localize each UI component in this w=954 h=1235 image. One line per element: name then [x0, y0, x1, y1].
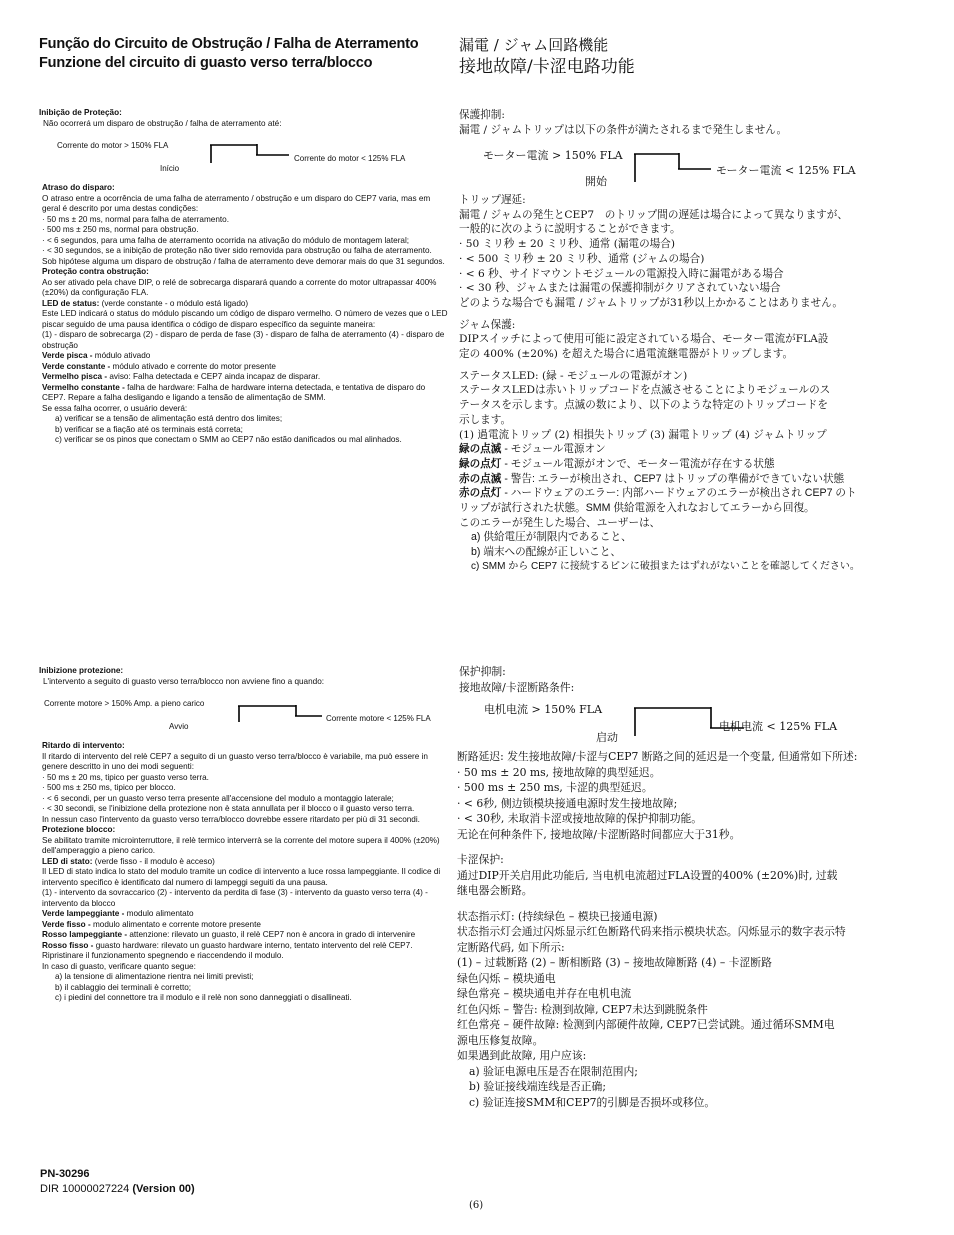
pt-line: (1) - disparo de sobrecarga (2) - disparo de perda de fase (3) - disparo de falha de aterramento (4) - disparo de obstrução: [42, 330, 445, 350]
it-timing-diagram: [39, 694, 459, 736]
ja-diagram-right-label: モーター電流 < 125% FLA: [716, 164, 856, 177]
zh-diagram-right-label: 电机电流 < 125% FLA: [719, 720, 838, 733]
zh-status-line: 状态指示灯会通过闪烁显示红色断路代码来指示模块状态。闪烁显示的数字表示特: [457, 925, 846, 938]
it-line: In caso di guasto, verificare quanto segue:: [42, 961, 196, 971]
ja-state-line: 赤の点滅 - 警告: エラーが検出され、CEP7 はトリップの準備ができていない状態: [459, 472, 845, 485]
it-line: Il LED di stato indica lo stato del modulo tramite un codice di intervento a luce rossa lampeggiante. Il codice di intervento specifico è identificato dal numero di lampeggi seguiti da una pausa.: [42, 867, 441, 887]
title-portuguese: Função do Circuito de Obstrução / Falha de Aterramento: [39, 36, 419, 52]
ja-state-line: このエラーが発生した場合、ユーザーは、: [459, 516, 661, 529]
pt-line: Verde pisca - módulo ativado: [42, 351, 151, 360]
ja-state-line: 緑の点灯 - モジュール電源がオンで、モーター電流が存在する状態: [459, 457, 775, 470]
it-check-item: b) il cablaggio dei terminali è corretto;: [55, 982, 192, 992]
zh-delay-line: · < 6秒, 侧边锁模块接通电源时发生接地故障;: [457, 796, 678, 810]
ja-delay-line: トリップ遅延:: [459, 194, 526, 206]
ja-diagram-left-label: モーター電流 > 150% FLA: [483, 149, 623, 162]
zh-inhibit-heading: 保护抑制:: [459, 665, 506, 678]
pt-line: Ao ser ativado pela chave DIP, o relé de sobrecarga disparará quando a corrente do motor ultrapassar 400% (±20%) da configuração FLA.: [42, 277, 437, 297]
ja-state-line: 緑の点滅 - モジュール電源オン: [459, 443, 606, 456]
pt-inhibit-text: Não ocorrerá um disparo de obstrução / falha de aterramento até:: [43, 118, 282, 128]
pt-inhibit-heading: Inibição de Proteção:: [39, 108, 122, 117]
ja-delay-line: 一般的に次のように説明することができます。: [459, 223, 681, 236]
it-line: Ritardo di intervento:: [42, 741, 125, 750]
zh-status-line: 状态指示灯: (持续绿色 – 模块已接通电源): [457, 909, 658, 923]
it-check-item: a) la tensione di alimentazione rientra nei limiti previsti;: [55, 972, 254, 981]
pt-line: Atraso do disparo:: [42, 183, 115, 192]
dir-number: DIR 10000027224: [40, 1183, 133, 1195]
it-diagram-start-label: Avvio: [169, 722, 189, 731]
pt-line: Se essa falha ocorrer, o usuário deverá:: [42, 403, 188, 413]
pt-timing-diagram: [39, 135, 449, 177]
header-left: [39, 35, 459, 73]
zh-delay-line: · 500 ms ± 250 ms, 卡涩的典型延迟。: [457, 781, 653, 794]
ja-body: [459, 193, 909, 575]
header-right: [459, 34, 635, 78]
ja-diagram-start-label: 開始: [585, 175, 607, 188]
zh-status-line: (1) – 过载断路 (2) – 断相断路 (3) – 接地故障断路 (4) – 卡涩断路: [457, 956, 772, 969]
it-line: · < 30 secondi, se l'inibizione della protezione non è stata annullata per il blocco o il guasto verso terra.: [42, 804, 415, 813]
it-line: Verde fisso - modulo alimentato e corrente motore presente: [42, 919, 261, 929]
it-line: · 50 ms ± 20 ms, tipico per guasto verso terra.: [42, 772, 209, 782]
ja-status-line: ステータスLEDは赤いトリップコードを点滅させることによりモジュールのス: [459, 384, 831, 397]
pt-check-item: c) verificar se os pinos que conectam o SMM ao CEP7 não estão danificados ou mal alinhados.: [55, 435, 402, 444]
pt-diagram-right-label: Corrente do motor < 125% FLA: [294, 154, 406, 163]
it-line: (1) - intervento da sovraccarico (2) - intervento da perdita di fase (3) - intervento da guasto verso terra (4) - intervento da blocco: [42, 888, 428, 908]
pt-line: O atraso entre a ocorrência de uma falha de aterramento / obstrução e um disparo do CEP7 varia, mas em geral é descrito por uma destas condições:: [42, 193, 431, 213]
part-number: PN-30296: [40, 1168, 90, 1180]
ja-delay-line: 漏電 / ジャムの発生とCEP7 のトリップ間の遅延は場合によって異なりますが、: [459, 208, 848, 221]
pt-line: · < 6 segundos, para uma falha de aterramento ocorrida na ativação do módulo de montagem lateral;: [42, 235, 410, 245]
pt-line: · 500 ms ± 250 ms, normal para obstrução.: [42, 225, 199, 234]
pt-line: Este LED indicará o status do módulo piscando um código de disparo vermelho. O número de vezes que o LED piscar seguido de uma pausa identifica o código de disparo específico da seguinte maneira:: [42, 309, 448, 329]
it-diagram-right-label: Corrente motore < 125% FLA: [326, 714, 431, 723]
zh-status-line: 绿色闪烁 – 模块通电: [457, 971, 556, 985]
it-line: · < 6 secondi, per un guasto verso terra presente all'accensione del modulo a montaggio laterale;: [42, 793, 394, 803]
it-inhibit-heading: Inibizione protezione:: [39, 666, 124, 675]
zh-diagram-left-label: 电机电流 > 150% FLA: [484, 703, 603, 716]
pt-check-item: b) verificar se a fiação até os terminais está correta;: [55, 424, 243, 434]
title-italian: Funzione del circuito di guasto verso terra/blocco: [39, 55, 373, 71]
dir-line: [40, 1182, 195, 1197]
pt-check-item: a) verificar se a tensão de alimentação está dentro dos limites;: [55, 414, 283, 423]
title-japanese: 漏電 / ジャム回路機能: [459, 36, 609, 54]
version: (Version 00): [132, 1183, 195, 1195]
zh-status-line: 定断路代码, 如下所示:: [457, 940, 565, 954]
ja-check-item: b) 端末への配線が正しいこと、: [471, 546, 622, 559]
zh-diagram-start-label: 启动: [596, 731, 618, 744]
ja-jam-line: DIPスイッチによって使用可能に設定されている場合、モーター電流がFLA設: [459, 333, 829, 346]
ja-status-line: (1) 過電流トリップ (2) 相損失トリップ (3) 漏電トリップ (4) ジャムトリップ: [459, 428, 827, 441]
pt-line: LED de status: (verde constante - o módulo está ligado): [42, 298, 249, 308]
ja-jam-line: ジャム保護:: [459, 318, 516, 331]
pt-line: Verde constante - módulo ativado e corrente do motor presente: [42, 361, 276, 371]
ja-timing-diagram: [459, 142, 909, 188]
ja-delay-line: · 50 ミリ秒 ± 20 ミリ秒、通常 (漏電の場合): [459, 238, 675, 251]
it-line: · 500 ms ± 250 ms, tipico per blocco.: [42, 783, 176, 792]
ja-delay-line: · < 6 秒、サイドマウントモジュールの電源投入時に漏電がある場合: [459, 267, 784, 280]
pt-line: Vermelho pisca - aviso: Falha detectada e CEP7 ainda incapaz de disparar.: [42, 372, 321, 381]
zh-body: [457, 749, 917, 1110]
zh-inhibit-text: 接地故障/卡涩断路条件:: [459, 680, 575, 694]
ja-jam-line: 定の 400% (±20%) を超えた場合に過電流継電器がトリップします。: [459, 348, 794, 361]
it-line: Il ritardo di intervento del relè CEP7 a seguito di un guasto verso terra/blocco è variabile, ma può essere in genere descritto in uno dei modi seguenti:: [42, 751, 428, 771]
zh-status-line: 源电压修复故障。: [457, 1033, 544, 1047]
title-chinese: 接地故障/卡涩电路功能: [459, 57, 635, 77]
pt-line: · < 30 segundos, se a inibição de proteção não tiver sido removida para obstrução ou falha de aterramento.: [42, 246, 432, 255]
zh-delay-line: 断路延迟: 发生接地故障/卡涩与CEP7 断路之间的延迟是一个变量, 但通常如下所述:: [457, 750, 858, 763]
zh-status-line: 红色闪烁 – 警告: 检测到故障, CEP7未达到跳脱条件: [457, 1002, 708, 1016]
pt-body: [42, 183, 450, 446]
zh-check-item: c) 验证连接SMM和CEP7的引脚是否损坏或移位。: [469, 1095, 716, 1109]
pt-line: · 50 ms ± 20 ms, normal para falha de aterramento.: [42, 214, 229, 224]
it-line: LED di stato: (verde fisso - il modulo è acceso): [42, 856, 215, 866]
zh-delay-line: · 50 ms ± 20 ms, 接地故障的典型延迟。: [457, 765, 661, 779]
footer: [40, 1167, 195, 1197]
zh-jam-line: 继电器会断路。: [457, 884, 533, 897]
zh-status-line: 绿色常亮 – 模块通电并存在电机电流: [457, 987, 632, 1000]
ja-check-item: c) SMM から CEP7 に接続するピンに破損またはずれがないことを確認してください。: [471, 560, 860, 572]
it-inhibit-text: L'intervento a seguito di guasto verso terra/blocco non avviene fino a quando:: [43, 676, 325, 686]
ja-state-line: リップが試行された状態。SMM 供給電源を入れなおしてエラーから回復。: [459, 502, 815, 515]
pt-line: Proteção contra obstrução:: [42, 267, 149, 276]
it-line: Se abilitato tramite microinterruttore, il relè termico interverrà se la corrente del motore supera il 400% (±20%) dell'amperaggio a pieno carico.: [42, 835, 440, 855]
it-diagram-left-label: Corrente motore > 150% Amp. a pieno carico: [44, 699, 205, 708]
pt-line: Vermelho constante - falha de hardware: Falha de hardware interna detectada, e tentativa de disparo do CEP7. Repare a falha desligando e ligando a tensão de alimentação de SMM.: [42, 382, 426, 402]
zh-status-line: 红色常亮 – 硬件故障: 检测到内部硬件故障, CEP7已尝试跳。通过循环SMM电: [457, 1018, 835, 1031]
zh-section: [459, 664, 909, 695]
ja-status-line: ステータスLED: (緑 - モジュールの電源がオン): [459, 369, 688, 382]
ja-delay-line: · < 30 秒、ジャムまたは漏電の保護抑制がクリアされていない場合: [459, 282, 781, 295]
it-section: [39, 666, 449, 687]
pt-section: [39, 108, 449, 129]
ja-section: [459, 108, 909, 137]
ja-inhibit-text: 漏電 / ジャムトリップは以下の条件が満たされるまで発生しません。: [459, 123, 788, 136]
it-line: Rosso fisso - guasto hardware: rilevato un guasto hardware interno, tentato intervento del relè CEP7. Ripristinare il funzionamento spegnendo e riaccendendo il modulo.: [42, 940, 413, 960]
zh-check-item: a) 验证电源电压是否在限制范围内;: [469, 1064, 638, 1078]
zh-jam-line: 通过DIP开关启用此功能后, 当电机电流超过FLA设置的400% (±20%)时, 过载: [457, 868, 838, 882]
ja-delay-line: · < 500 ミリ秒 ± 20 ミリ秒、通常 (ジャムの場合): [459, 252, 705, 265]
ja-status-line: 示します。: [459, 413, 512, 426]
it-line: Protezione blocco:: [42, 825, 116, 834]
pt-diagram-start-label: Início: [160, 164, 180, 173]
zh-check-item: b) 验证接线端连线是否正确;: [469, 1080, 606, 1093]
zh-status-line: 如果遇到此故障, 用户应该:: [457, 1049, 587, 1062]
page-number: (6): [469, 1200, 484, 1211]
ja-status-line: テータスを示します。点滅の数により、以下のような特定のトリップコードを: [459, 399, 828, 412]
it-check-item: c) i piedini del connettore tra il modulo e il relè non sono danneggiati o disallineati.: [55, 993, 352, 1002]
it-line: Rosso lampeggiante - attenzione: rilevato un guasto, il relè CEP7 non è ancora in grado di intervenire: [42, 930, 416, 939]
zh-timing-diagram: [459, 698, 909, 744]
it-line: In nessun caso l'intervento da guasto verso terra/blocco dovrebbe essere ritardato per più di 31 secondi.: [42, 814, 420, 824]
pt-diagram-left-label: Corrente do motor > 150% FLA: [57, 141, 169, 150]
ja-delay-line: どのような場合でも漏電 / ジャムトリップが31秒以上かかることはありません。: [459, 296, 843, 309]
it-line: Verde lampeggiante - modulo alimentato: [42, 909, 194, 918]
ja-state-line: 赤の点灯 - ハードウェアのエラー: 内部ハードウェアのエラーが検出され CEP7 のト: [459, 487, 857, 500]
zh-delay-line: · < 30秒, 未取消卡涩或接地故障的保护抑制功能。: [457, 812, 703, 825]
it-body: [42, 741, 450, 1004]
zh-jam-line: 卡涩保护:: [457, 853, 504, 866]
pt-line: Sob hipótese alguma um disparo de obstrução / falha de aterramento deve demorar mais do que 31 segundos.: [42, 256, 445, 266]
zh-delay-line: 无论在何种条件下, 接地故障/卡涩断路时间都应大于31秒。: [457, 827, 741, 841]
ja-check-item: a) 供給電圧が制限内であること、: [471, 531, 632, 544]
ja-inhibit-heading: 保護抑制:: [459, 109, 505, 121]
